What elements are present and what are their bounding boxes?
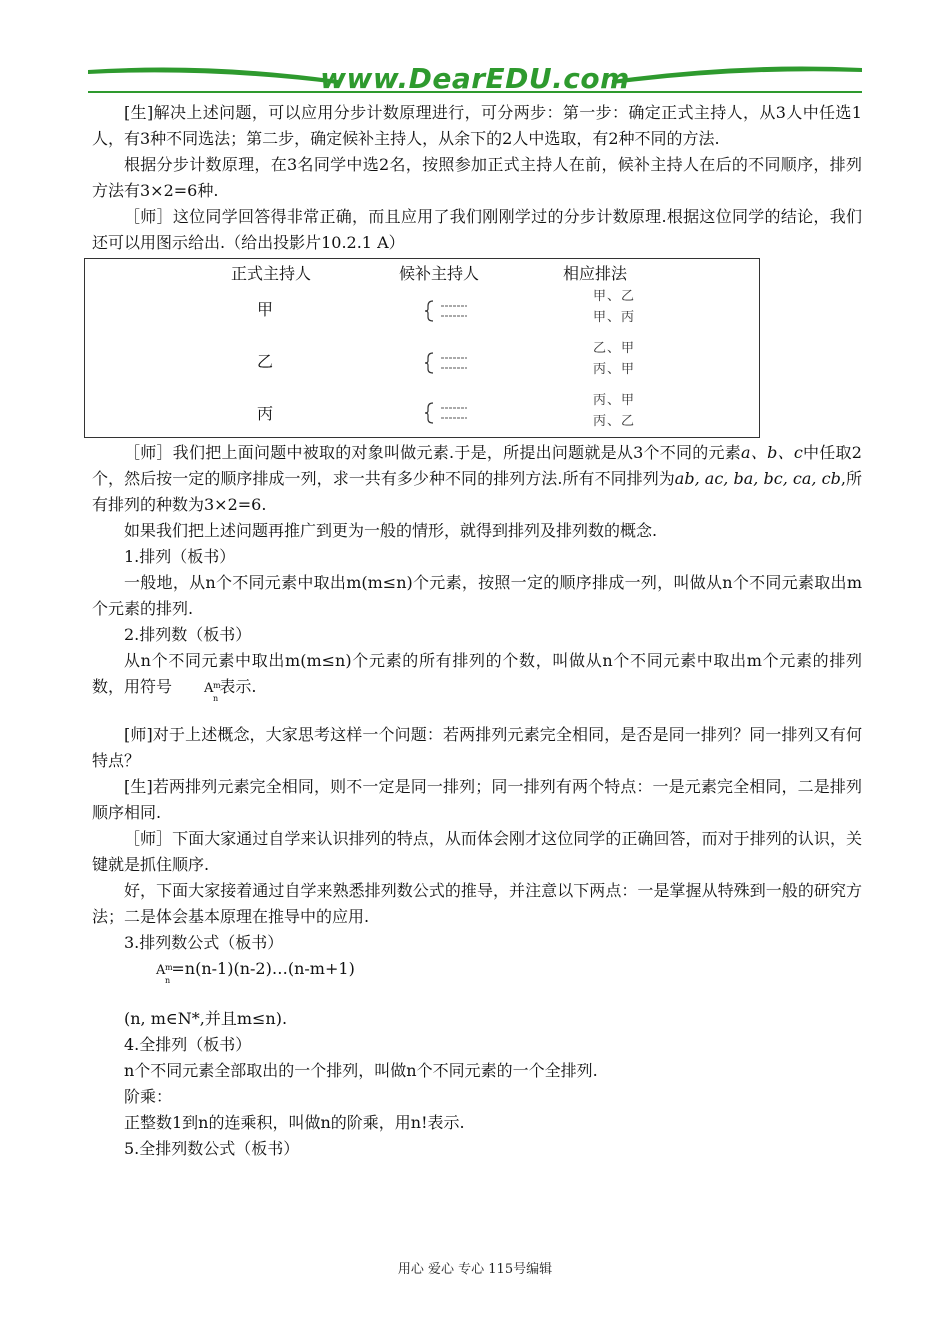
formula: [92, 956, 862, 984]
figure-host-label: 甲: [257, 300, 274, 319]
symbol-letter: A: [156, 963, 166, 978]
text-run: 中任取2个，然后按一定的顺序排成一列，求一共有多少种不同的排列方法.所有不同排列为: [92, 443, 862, 488]
paragraph: ［师］这位同学回答得非常正确，而且应用了我们刚刚学过的分步计数原理.根据这位同学的结论，我们还可以用图示给出.（给出投影片10.2.1 A）: [92, 207, 862, 252]
paragraph: 根据分步计数原理，在3名同学中选2名，按照参加正式主持人在前，候补主持人在后的不同顺序，排列方法有3×2=6种.: [92, 155, 862, 200]
formula-text: =n(n-1)(n-2)…(n-m+1): [171, 959, 355, 978]
paragraph: [92, 440, 862, 518]
pair-item: 甲、乙: [593, 289, 636, 304]
symbol-sub: n: [213, 694, 219, 703]
section-heading: 5.全排列数公式（板书）: [124, 1139, 300, 1158]
figure-header-arrangement: 相应排法: [563, 264, 628, 283]
variable-list: a、b、c: [741, 443, 803, 462]
branch-brace-icon: [425, 351, 485, 375]
section-heading: 3.排列数公式（板书）: [124, 933, 284, 952]
symbol-sup: m: [165, 963, 173, 972]
paragraph: [生]解决上述问题，可以应用分步计数原理进行，可分两步：第一步：确定正式主持人，从3人中任选1人，有3种不同选法；第二步，确定候补主持人，从余下的2人中选取，有2种不同的方法.: [92, 103, 862, 148]
paragraph: n个不同元素全部取出的一个排列，叫做n个不同元素的一个全排列.: [124, 1061, 598, 1080]
symbol-sub: n: [165, 976, 171, 985]
section-heading: 4.全排列（板书）: [124, 1035, 252, 1054]
figure-host-label: 丙: [257, 404, 274, 423]
pair-item: 甲、丙: [593, 310, 636, 325]
pair-item: 乙、甲: [593, 341, 636, 356]
symbol-letter: A: [204, 681, 214, 696]
text-run: ,所有排列的种数为3×2=6.: [92, 469, 862, 514]
formula-condition: (n, m∈N*,并且m≤n).: [124, 1009, 288, 1028]
paragraph: [师]对于上述概念，大家思考这样一个问题：若两排列元素完全相同，是否是同一排列？同一排列又有何特点？: [92, 725, 862, 770]
document-body: [92, 100, 862, 1162]
pair-item: 丙、乙: [593, 414, 636, 429]
symbol-sup: m: [213, 681, 221, 690]
projection-figure: [84, 258, 760, 438]
site-header-banner: [88, 60, 862, 100]
section-heading: 1.排列（板书）: [124, 547, 236, 566]
branch-brace-icon: [425, 401, 485, 425]
paragraph: 好，下面大家接着通过自学来熟悉排列数公式的推导，并注意以下两点：一是掌握从特殊到一般的研究方法；二是体会基本原理在推导中的应用.: [92, 881, 862, 926]
pair-item: 丙、甲: [593, 362, 636, 377]
figure-host-label: 乙: [257, 352, 274, 371]
pair-item: 丙、甲: [593, 393, 636, 408]
permutation-symbol: [172, 676, 219, 702]
site-logo-text[interactable]: www.DearEDU.com: [320, 62, 630, 95]
paragraph: 一般地，从n个不同元素中取出m(m≤n)个元素，按照一定的顺序排成一列，叫做从n个不同元素取出m个元素的排列.: [92, 573, 862, 618]
page-footer: 用心 爱心 专心 115号编辑: [397, 1262, 553, 1277]
text-run: 表示.: [219, 677, 257, 696]
figure-pairs: [593, 338, 635, 380]
figure-header-backup: 候补主持人: [399, 264, 480, 283]
paragraph: 正整数1到n的连乘积，叫做n的阶乘，用n!表示.: [124, 1113, 465, 1132]
paragraph: ［师］下面大家通过自学来认识排列的特点，从而体会刚才这位同学的正确回答，而对于排列的认识，关键就是抓住顺序.: [92, 829, 862, 874]
text-run: ［师］我们把上面问题中被取的对象叫做元素.于是，所提出问题就是从3个不同的元素: [124, 443, 742, 462]
section-heading: 阶乘：: [124, 1087, 173, 1106]
figure-pairs: [593, 286, 635, 328]
paragraph: 如果我们把上述问题再推广到更为一般的情形，就得到排列及排列数的概念.: [124, 521, 658, 540]
permutation-symbol: [124, 958, 171, 984]
figure-pairs: [593, 390, 635, 432]
paragraph: [92, 648, 862, 702]
figure-header-host: 正式主持人: [231, 264, 312, 283]
paragraph: [生]若两排列元素完全相同，则不一定是同一排列；同一排列有两个特点：一是元素完全相同，二是排列顺序相同.: [92, 777, 862, 822]
branch-brace-icon: [425, 299, 485, 323]
section-heading: 2.排列数（板书）: [124, 625, 252, 644]
permutation-list: ab, ac, ba, bc, ca, cb: [674, 469, 841, 488]
text-run: 从n个不同元素中取出m(m≤n)个元素的所有排列的个数，叫做从n个不同元素中取出m个元素的排列数，用符号: [92, 651, 862, 696]
